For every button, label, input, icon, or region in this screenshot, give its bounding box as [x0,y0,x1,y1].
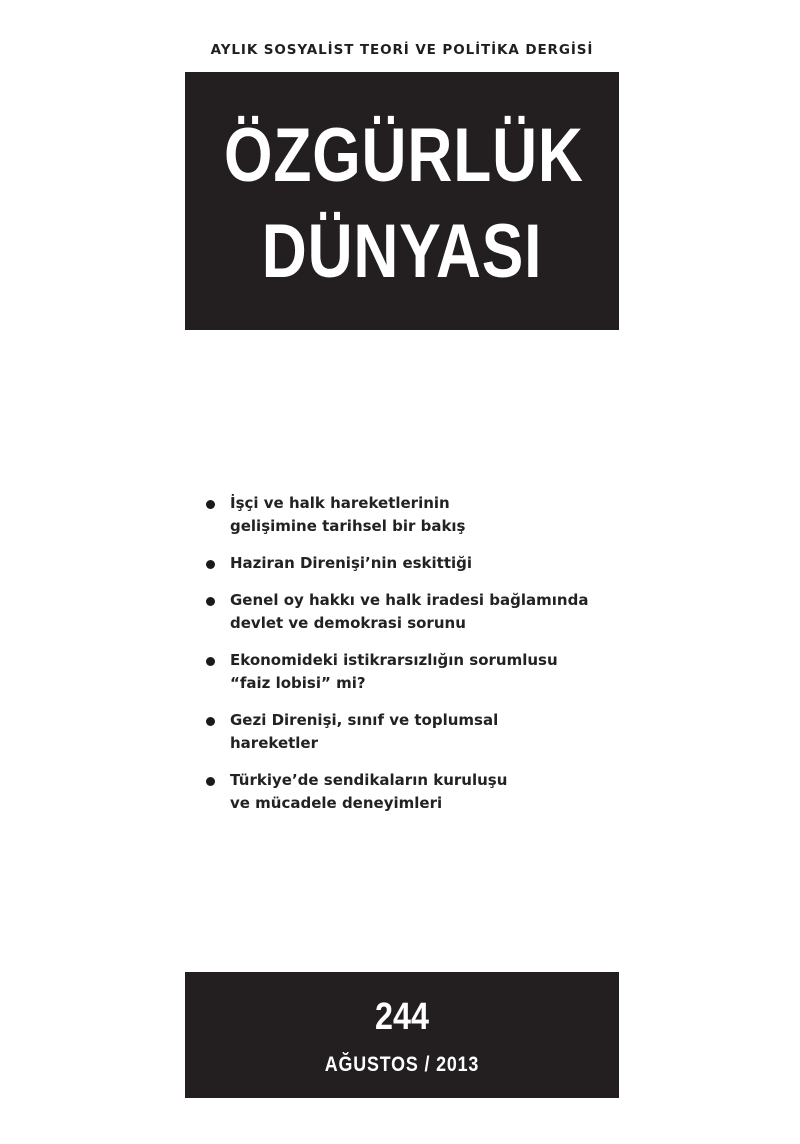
issue-panel [185,972,619,1098]
contents-item-text: Gezi Direnişi, sınıf ve toplumsal hareketler [230,711,499,752]
contents-item-text: Türkiye’de sendikaların kuruluşu ve mücadele deneyimleri [230,771,508,812]
contents-item [204,492,624,538]
contents-item [204,709,624,755]
contents-item-text: İşçi ve halk hareketlerinin gelişimine tarihsel bir bakış [230,494,466,535]
contents-item [204,769,624,815]
issue-date: AĞUSTOS / 2013 [324,1053,480,1076]
magazine-title-line2: DÜNYASI [261,209,543,294]
bullet-icon [206,777,215,786]
bullet-icon [206,500,215,509]
contents-item [204,589,624,635]
contents-item-text: Genel oy hakkı ve halk iradesi bağlamında devlet ve demokrasi sorunu [230,591,589,632]
magazine-tagline: AYLIK SOSYALİST TEORİ VE POLİTİKA DERGİSİ [210,42,594,58]
bullet-icon [206,717,215,726]
bullet-icon [206,657,215,666]
contents-item-text: Haziran Direnişi’nin eskittiği [230,554,473,572]
contents-item-text: Ekonomideki istikrarsızlığın sorumlusu “faiz lobisi” mi? [230,651,558,692]
contents-item [204,552,624,575]
bullet-icon [206,560,215,569]
magazine-title-line1: ÖZGÜRLÜK [224,113,584,198]
contents-list [204,492,624,829]
contents-item [204,649,624,695]
issue-number: 244 [375,996,429,1038]
bullet-icon [206,597,215,606]
masthead-panel [185,72,619,330]
